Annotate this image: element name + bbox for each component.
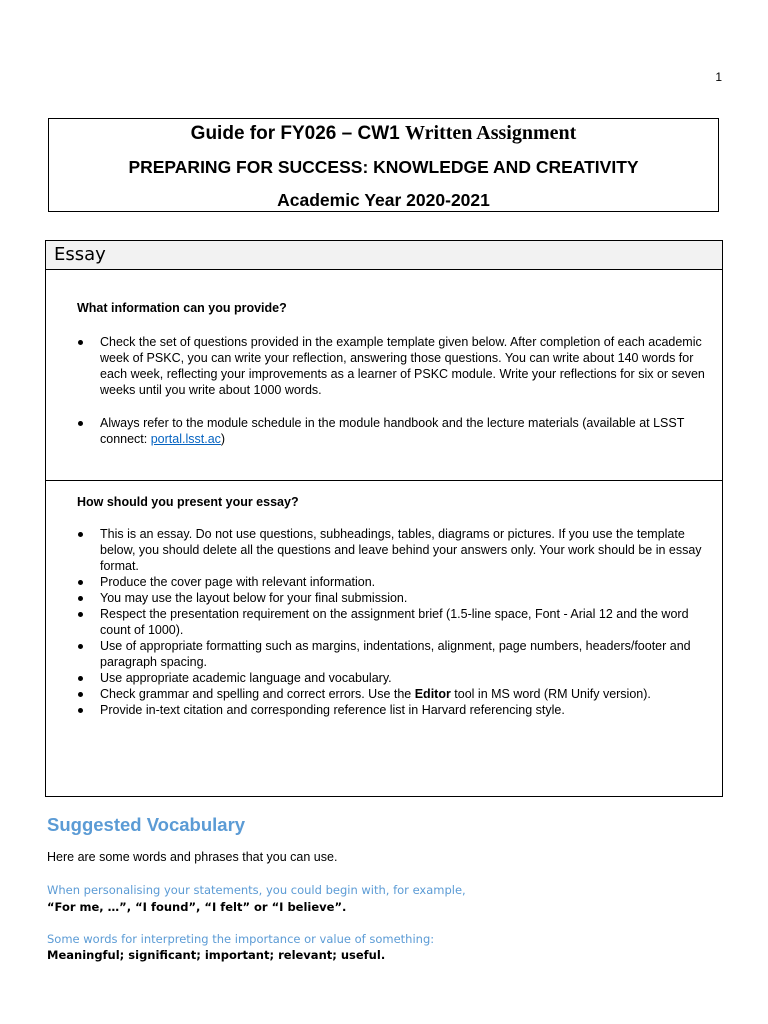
interpreting-examples: Meaningful; significant; important; relevant; useful. [47,948,386,962]
list-item [73,638,713,670]
list-item [73,606,713,638]
section-divider [46,480,722,481]
list-item [73,574,713,590]
document-title [49,122,718,145]
bullet-icon [78,612,83,617]
bullet-icon [78,676,83,681]
personalising-examples: “For me, …”, “I found”, “I felt” or “I believe”. [47,900,347,914]
list-item [73,526,713,574]
bullet-icon [78,596,83,601]
presentation-bullet-list [73,526,713,718]
list-item-text: You may use the layout below for your final submission. [100,591,408,605]
interpreting-label: Some words for interpreting the importance or value of something: [47,932,435,946]
list-item [73,686,713,702]
list-item [73,415,713,447]
list-item-text: Always refer to the module schedule in the module handbook and the lecture materials (available at LSST connect: [100,416,685,446]
editor-tool-name: Editor [414,687,451,701]
essay-header-label: Essay [54,244,106,265]
list-item-text: This is an essay. Do not use questions, subheadings, tables, diagrams or pictures. If you use the template below, you should delete all the questions and leave behind your answers only. Your work should be in essay format. [100,527,702,573]
title-box [48,118,719,212]
list-item-text-end: tool in MS word (RM Unify version). [450,687,651,701]
vocabulary-heading: Suggested Vocabulary [47,814,246,835]
title-course-code: Guide for FY026 – CW1 [190,123,405,144]
portal-link[interactable]: portal.lsst.ac [150,432,221,446]
bullet-icon [78,340,83,345]
module-title: PREPARING FOR SUCCESS: KNOWLEDGE AND CREATIVITY [128,157,639,177]
personalising-label: When personalising your statements, you could begin with, for example, [47,883,466,897]
bullet-icon [78,421,83,426]
academic-year: Academic Year 2020-2021 [277,190,490,210]
list-item-text: Provide in-text citation and corresponding reference list in Harvard referencing style. [100,703,565,717]
list-item-text: Use appropriate academic language and vocabulary. [100,671,392,685]
essay-header [46,241,722,270]
bullet-icon [78,644,83,649]
list-item-text: Check grammar and spelling and correct errors. Use the [100,687,415,701]
bullet-icon [78,708,83,713]
list-item-text: Use of appropriate formatting such as margins, indentations, alignment, page numbers, headers/footer and paragraph spacing. [100,639,691,669]
list-item-text-end: ) [220,432,226,446]
section-heading-presentation: How should you present your essay? [77,495,299,509]
page-number: 1 [715,70,722,84]
list-item-text: Respect the presentation requirement on the assignment brief (1.5-line space, Font - Arial 12 and the word count of 1000). [100,607,689,637]
list-item [73,670,713,686]
bullet-icon [78,580,83,585]
essay-guide-table [45,240,723,797]
bullet-icon [78,532,83,537]
title-assignment-type: Written Assignment [405,122,577,144]
list-item-text: Produce the cover page with relevant information. [100,575,376,589]
bullet-icon [78,692,83,697]
vocabulary-intro: Here are some words and phrases that you can use. [47,850,338,864]
information-bullet-list [73,334,713,447]
list-item [73,590,713,606]
section-heading-information: What information can you provide? [77,301,287,315]
list-item [73,702,713,718]
list-item [73,334,713,398]
list-item-text: Check the set of questions provided in the example template given below. After completion of each academic week of PSKC, you can write your reflection, answering those questions. You can write about 140 words for each week, reflecting your improvements as a learner of PSKC module. Write your reflections for six or seven weeks until you write about 1000 words. [100,335,705,397]
